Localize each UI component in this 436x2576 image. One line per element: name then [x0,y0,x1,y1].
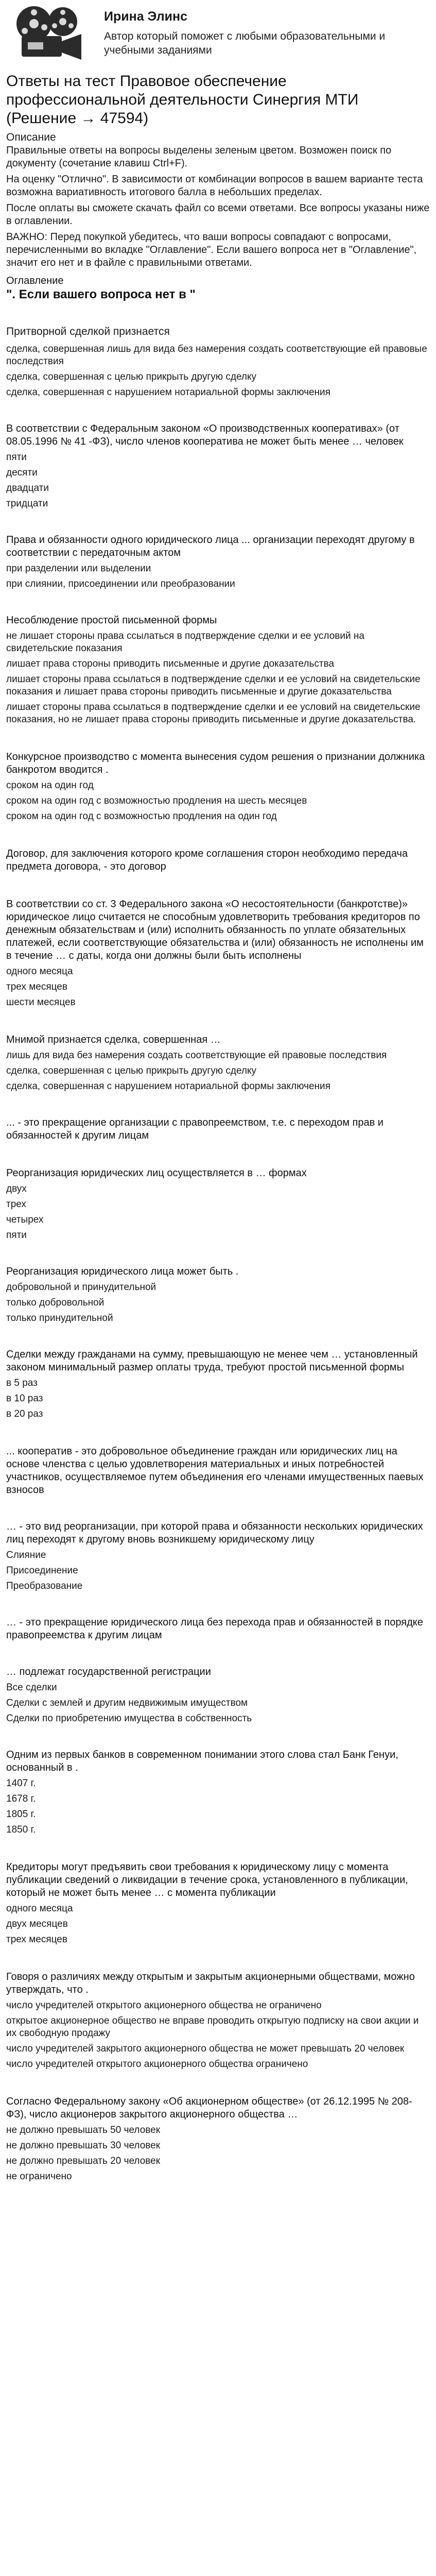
question-block [6,1666,430,1725]
question-block [6,1749,430,1836]
question-block [6,1348,430,1420]
answer-option: Сделки с землей и другим недвижимым имуществом [6,1698,248,1708]
answer-option: двух [6,1183,27,1194]
question-text: В соответствии со ст. 3 Федерального закона «О несостоятельности (банкротстве)» юридическое лицо считается не способным удовлетворить требования кредиторов по денежным обязательствам и (или) исполнить обязанность по уплате обязательных платежей, если соответствующие обязательства и (или) обязанность не исполнены им в течение … с даты, когда они должны были быть исполнены [6,899,424,961]
description-paragraph: На оценку "Отлично". В зависимости от комбинации вопросов в вашем варианте теста возможна вариативность итогового балла в небольших пределах. [6,174,423,198]
description-paragraph: ВАЖНО: Перед покупкой убедитесь, что ваши вопросы совпадают с вопросами, перечисленными во вкладке "Оглавление". Если вашего вопроса нет в "Оглавление", значит его нет и в файле с правильными ответами. [6,231,417,268]
question-block [6,1265,430,1325]
answer-option: в 10 раз [6,1393,43,1404]
question-text: Говоря о различиях между открытым и закрытым акционерными обществами, можно утверждать, что . [6,1971,415,1995]
answer-option: Все сделки [6,1682,57,1693]
answer-option: двадцати [6,483,49,494]
answer-option: в 20 раз [6,1409,43,1419]
avatar[interactable] [9,4,86,65]
question-block [6,1520,430,1592]
question-text: В соответствии с Федеральным законом «О производственных кооперативах» (от 08.05.1996 № 41 -ФЗ), число членов кооператива не может быть менее … человек [6,423,404,447]
questions-list [6,326,430,2183]
answer-option: лишает права стороны приводить письменные и другие доказательства [6,658,335,669]
answer-option: только добровольной [6,1297,104,1308]
answer-option: сделка, совершенная с нарушением нотариальной формы заключения [6,1081,330,1092]
question-block [6,1616,430,1642]
question-text: Конкурсное производство с момента вынесения судом решения о признании должника банкротом вводится . [6,751,425,775]
answer-option: одного месяца [6,966,73,977]
answer-option: не лишает стороны права ссылаться в подтверждение сделки и ее условий на свидетельские показания [6,631,364,654]
answer-option: не должно превышать 20 человек [6,2156,161,2166]
answer-option: 1850 г. [6,1824,36,1835]
question-text: Права и обязанности одного юридического лица ... организации переходят другому в соответствии с передаточным актом [6,534,415,558]
answer-option: трех [6,1199,26,1210]
answer-option: тридцати [6,498,48,509]
question-text: Сделки между гражданами на сумму, превышающую не менее чем … установленный законом минимальный размер оплаты труда, требуют простой письменной формы [6,1349,418,1373]
answer-option: лишает стороны права ссылаться в подтверждение сделки и ее условий на свидетельские показания и лишает права стороны приводить письменные и другие доказательства [6,674,421,697]
description-paragraph: После оплаты вы сможете скачать файл со всеми ответами. Все вопросы указаны ниже в оглавлении. [6,202,430,227]
answer-option: Присоединение [6,1565,78,1576]
answer-option: трех месяцев [6,981,67,992]
question-block [6,848,430,873]
question-block [6,1445,430,1497]
question-text: Договор, для заключения которого кроме соглашения сторон необходимо передача предмета договора, - это договор [6,848,408,872]
description-paragraph: Правильные ответы на вопросы выделены зеленым цветом. Возможен поиск по документу (сочетание клавиш Ctrl+F). [6,145,392,169]
answer-option: пяти [6,1230,27,1241]
answer-option: добровольной и принудительной [6,1282,156,1293]
question-block [6,898,430,1009]
answer-option: Слияние [6,1550,46,1561]
answer-option: лишает стороны права ссылаться в подтверждение сделки и ее условий на свидетельские показания, но не лишает права стороны приводить письменные и другие доказательства. [6,702,421,725]
answer-option: сроком на один год с возможностью продления на один год [6,811,277,822]
page-title: Ответы на тест Правовое обеспечение профессиональной деятельности Синергия МТИ (Решение → 47594) [6,73,359,127]
answer-option: открытое акционерное общество не вправе проводить открытую подписку на свои акции и их свободную продажу [6,2015,419,2039]
answer-option: четырех [6,1214,44,1225]
answer-option: 1678 г. [6,1793,36,1804]
answer-option: сделка, совершенная с целью прикрыть другую сделку [6,1065,257,1076]
question-block [6,422,430,510]
answer-option: десяти [6,467,38,478]
answer-option: Преобразование [6,1581,83,1591]
question-text: Реорганизация юридических лиц осуществляется в … формах [6,1167,307,1179]
answer-option: сделка, совершенная с целью прикрыть другую сделку [6,371,257,382]
answer-option: при слиянии, присоединении или преобразовании [6,579,235,589]
question-text: Кредиторы могут предъявить свои требования к юридическому лицу с момента публикации сведений о ликвидации в течение срока, установленного в публикации, который не может быть менее … с момента публикации [6,1861,408,1899]
answer-option: шести месяцев [6,997,76,1008]
question-block [6,1167,430,1242]
question-text: … - это прекращение юридического лица без перехода прав и обязанностей в порядке правопреемства к другим лицам [6,1617,423,1641]
answer-option: сроком на один год [6,780,94,791]
question-text: … подлежат государственной регистрации [6,1666,211,1677]
question-text: Согласно Федеральному закону «Об акционерном обществе» (от 26.12.1995 № 208-ФЗ), число акционеров закрытого акционерного общества … [6,2096,412,2120]
answer-option: лишь для вида без намерения создать соответствующие ей правовые последствия [6,1050,387,1061]
answer-option: двух месяцев [6,1919,68,1929]
question-block [6,751,430,823]
answer-option: пяти [6,452,27,463]
answer-option: Сделки по приобретению имущества в собственность [6,1713,252,1724]
answer-option: трех месяцев [6,1934,67,1945]
question-text: Реорганизация юридического лица может быть . [6,1266,239,1277]
answer-option: сроком на один год с возможностью продления на шесть месяцев [6,795,307,806]
answer-option: одного месяца [6,1903,73,1914]
author-info [104,2,430,57]
question-text: … - это вид реорганизации, при которой права и обязанности нескольких юридических лиц переходят к другому вновь возникшему юридическому лицу [6,1521,423,1545]
author-description: Автор который поможет с любыми образовательными и учебными заданиями [104,30,386,56]
question-text: Притворной сделкой признается [6,326,170,337]
question-block [6,1116,430,1142]
toc-question: ". Если вашего вопроса нет в " [6,287,196,301]
question-text: Мнимой признается сделка, совершенная … [6,1034,221,1045]
question-block [6,326,430,399]
answer-option: в 5 раз [6,1378,38,1388]
question-text: ... - это прекращение организации с правопреемством, т.е. с переходом прав и обязанностей к другим лицам [6,1117,383,1141]
answer-option: число учредителей открытого акционерного общества ограничено [6,2059,308,2070]
author-name[interactable]: Ирина Элинс [104,9,187,24]
question-block [6,1033,430,1093]
answer-option: сделка, совершенная с нарушением нотариальной формы заключения [6,387,330,398]
question-text: ... кооператив - это добровольное объединение граждан или юридических лиц на основе членства с целью удовлетворения материальных и иных потребностей участников, осуществляемое путем объединения его членами имущественных паевых взносов [6,1446,424,1496]
description-label: Описание [6,131,56,143]
answer-option: 1805 г. [6,1809,36,1820]
page [0,2,436,2183]
question-block [6,1971,430,2071]
question-block [6,534,430,590]
answer-option: число учредителей закрытого акционерного общества не может превышать 20 человек [6,2043,405,2054]
author-header [6,2,430,68]
question-text: Одним из первых банков в современном понимании этого слова стал Банк Генуи, основанный в . [6,1749,398,1773]
answer-option: только принудительной [6,1313,113,1324]
answer-option: при разделении или выделении [6,563,151,574]
answer-option: не должно превышать 50 человек [6,2125,161,2136]
answer-option: 1407 г. [6,1778,36,1789]
question-block [6,2095,430,2183]
question-text: Несоблюдение простой письменной формы [6,615,217,626]
reel-avatar-icon [9,4,86,65]
question-block [6,614,430,726]
answer-option: не должно превышать 30 человек [6,2140,161,2151]
answer-option: число учредителей открытого акционерного общества не ограничено [6,2000,322,2011]
question-block [6,1861,430,1946]
answer-option: сделка, совершенная лишь для вида без намерения создать соответствующие ей правовые последствия [6,344,427,367]
answer-option: не ограничено [6,2171,72,2182]
toc-label: Оглавление [6,275,64,286]
